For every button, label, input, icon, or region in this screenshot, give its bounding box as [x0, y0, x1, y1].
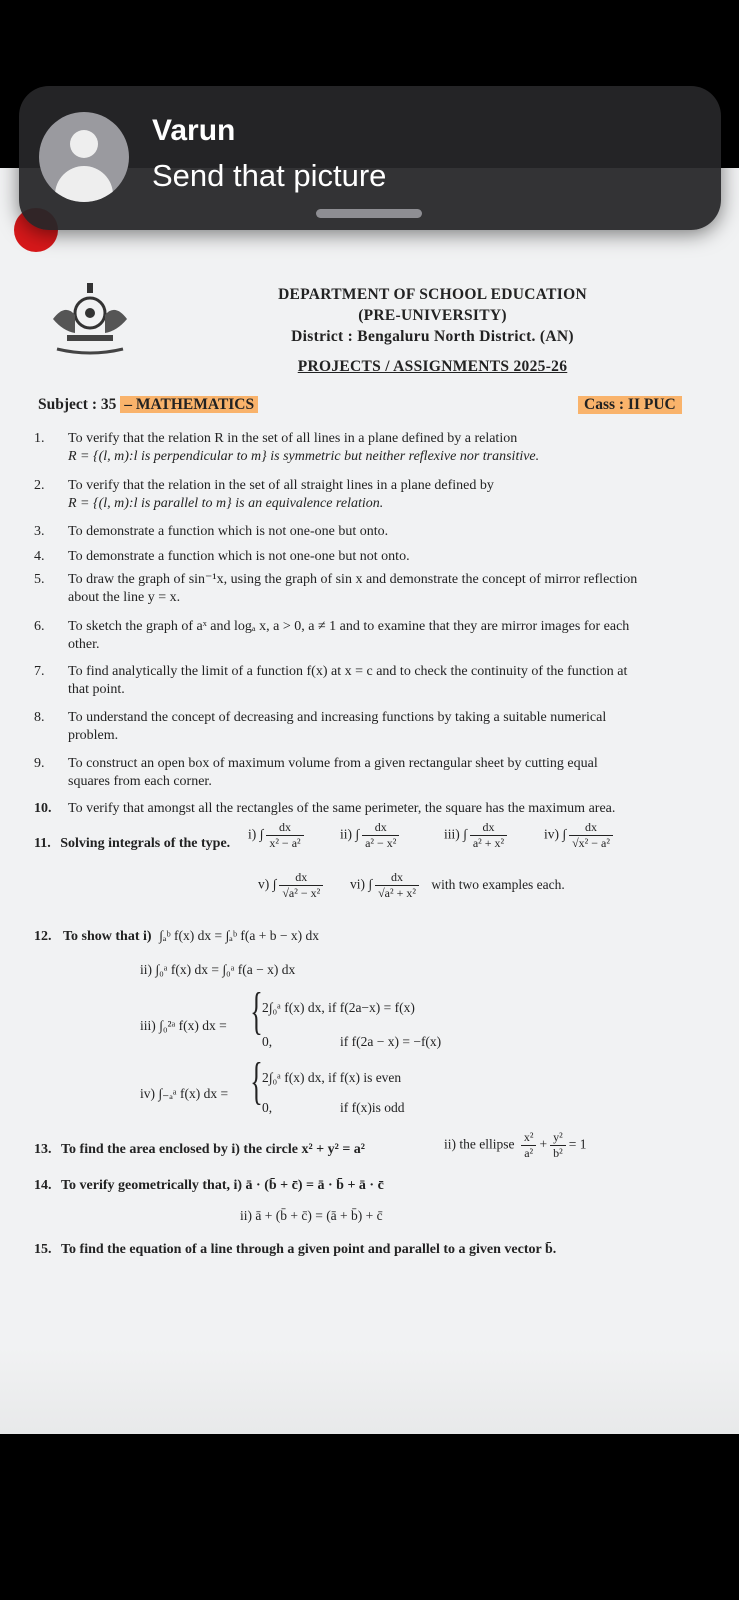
item-text: about the line y = x. [68, 590, 181, 605]
fraction-den: √a² − x² [282, 886, 321, 900]
item-number: 7. [34, 664, 45, 679]
fraction-num: y² [550, 1130, 566, 1146]
item-number: 6. [34, 619, 45, 634]
item-number: 1. [34, 431, 45, 446]
fraction-num: dx [266, 820, 303, 836]
item-text: that point. [68, 682, 125, 697]
subject-line [38, 396, 258, 414]
fraction-den: b² [553, 1146, 563, 1160]
fraction-num: dx [569, 820, 613, 836]
property-iii-case2: 0, [262, 1034, 273, 1049]
item-number: 3. [34, 524, 45, 539]
item-text: R = {(l, m):l is parallel to m} is an equivalence relation. [68, 496, 384, 511]
integral-5 [258, 870, 326, 901]
item-text: To sketch the graph of aˣ and logₐ x, a > 0, a ≠ 1 and to examine that they are mirror images for each [68, 619, 630, 634]
item-11 [34, 836, 230, 852]
message-notification[interactable] [19, 86, 721, 230]
item-text: To find analytically the limit of a function f(x) at x = c and to check the continuity of the function at [68, 664, 628, 679]
fraction-num: dx [279, 870, 323, 886]
notification-sender: Varun [152, 114, 236, 147]
fraction-den: a² [524, 1146, 534, 1160]
item-text: problem. [68, 728, 119, 743]
fraction-den: x² − a² [269, 836, 301, 850]
item-number: 4. [34, 549, 45, 564]
district-line: District : Bengaluru North District. (AN) [291, 328, 574, 345]
item-text: squares from each corner. [68, 774, 212, 789]
paper-bottom [0, 1348, 739, 1434]
item-text: To verify that the relation in the set of all straight lines in a plane defined by [68, 478, 494, 493]
item-11-lead: Solving integrals of the type. [60, 836, 231, 851]
ellipse-label: ii) the ellipse [444, 1136, 515, 1152]
integral-label: iii) ∫ [444, 826, 467, 842]
item-12-lead: To show that i) [63, 929, 152, 944]
fraction-num: dx [375, 870, 419, 886]
item-text: R = {(l, m):l is perpendicular to m} is symmetric but neither reflexive nor transitive. [68, 449, 540, 464]
notification-message: Send that picture [152, 158, 387, 193]
item-14-ii: ii) ā + (b̄ + c̄) = (ā + b̄) + c̄ [240, 1208, 383, 1223]
fraction-den: √x² − a² [572, 836, 610, 850]
item-number: 15. [34, 1242, 52, 1257]
item-text: other. [68, 637, 100, 652]
person-avatar-icon [39, 112, 129, 202]
item-number: 14. [34, 1178, 52, 1193]
fraction-num: x² [521, 1130, 537, 1146]
integral-4 [544, 820, 616, 851]
integral-3 [444, 820, 510, 851]
property-i: ∫ₐᵇ f(x) dx = ∫ₐᵇ f(a + b − x) dx [159, 928, 320, 943]
integral-label: ii) ∫ [340, 826, 360, 842]
item-text: To demonstrate a function which is not one-one but not onto. [68, 549, 410, 564]
fraction-num: dx [470, 820, 507, 836]
item-number: 12. [34, 929, 52, 944]
integral-2 [340, 820, 402, 851]
fraction-den: a² + x² [472, 836, 505, 850]
brace-iii: { [250, 983, 263, 1040]
item-number: 8. [34, 710, 45, 725]
item-text: To verify that the relation R in the set of all lines in a plane defined by a relation [68, 431, 518, 446]
property-iii-case2-cond: if f(2a − x) = −f(x) [340, 1034, 442, 1049]
item-text: To construct an open box of maximum volume from a given rectangular sheet by cutting equal [68, 756, 598, 771]
item-15-text: To find the equation of a line through a given point and parallel to a given vector b̄. [61, 1242, 557, 1257]
item-number: 2. [34, 478, 45, 493]
document-photo [0, 168, 739, 1434]
fraction-den: √a² + x² [378, 886, 416, 900]
item-number: 9. [34, 756, 45, 771]
equals-one: = 1 [568, 1136, 587, 1152]
fraction-den: a² − x² [365, 836, 397, 850]
dept-title: DEPARTMENT OF SCHOOL EDUCATION [278, 286, 587, 303]
class-label: Cass : II PUC [578, 396, 682, 414]
integral-label: vi) ∫ [350, 876, 373, 892]
item-12 [34, 928, 319, 945]
property-iii: iii) ∫₀²ᵃ f(x) dx = [140, 1018, 227, 1033]
fraction-num: dx [362, 820, 399, 836]
ellipse-equation [444, 1130, 586, 1161]
state-emblem-icon [45, 283, 135, 363]
projects-title: PROJECTS / ASSIGNMENTS 2025-26 [297, 358, 568, 375]
notification-drag-handle[interactable] [316, 209, 422, 218]
property-ii: ii) ∫₀ᵃ f(x) dx = ∫₀ᵃ f(a − x) dx [140, 962, 296, 977]
item-13-text: To find the area enclosed by i) the circle x² + y² = a² [61, 1142, 365, 1157]
integral-label: iv) ∫ [544, 826, 567, 842]
subject-name: – MATHEMATICS [120, 396, 258, 413]
item-number: 13. [34, 1142, 52, 1157]
item-number: 5. [34, 572, 45, 587]
item-number: 10. [34, 801, 52, 816]
integral-label: v) ∫ [258, 876, 277, 892]
item-text: To draw the graph of sin⁻¹x, using the graph of sin x and demonstrate the concept of mirror reflection [68, 572, 638, 587]
brace-iv: { [250, 1053, 263, 1110]
item-text: To verify that amongst all the rectangles of the same perimeter, the square has the maximum area. [68, 801, 616, 816]
property-iv-case1: 2∫₀ᵃ f(x) dx, if f(x) is even [262, 1070, 402, 1085]
item-14 [34, 1178, 384, 1194]
item-15 [34, 1242, 556, 1258]
item-text: To understand the concept of decreasing and increasing functions by taking a suitable numerical [68, 710, 607, 725]
property-iv-case2-cond: if f(x)is odd [340, 1100, 405, 1115]
item-number: 11. [34, 836, 51, 851]
property-iv: iv) ∫₋ₐᵃ f(x) dx = [140, 1086, 229, 1101]
item-text: To demonstrate a function which is not one-one but onto. [68, 524, 389, 539]
property-iii-case1: 2∫₀ᵃ f(x) dx, if f(2a−x) = f(x) [262, 1000, 415, 1015]
integral-1 [248, 820, 307, 851]
dept-subtitle: (PRE-UNIVERSITY) [358, 307, 507, 324]
integral-6 [350, 870, 565, 901]
item-14-text: To verify geometrically that, i) ā · (b̄ + c̄) = ā · b̄ + ā · c̄ [61, 1178, 384, 1193]
item-11-tail: with two examples each. [431, 876, 565, 892]
property-iv-case2: 0, [262, 1100, 273, 1115]
integral-label: i) ∫ [248, 826, 264, 842]
subject-prefix: Subject : 35 [38, 396, 121, 413]
plus-sign: + [539, 1136, 548, 1152]
item-13 [34, 1142, 365, 1158]
